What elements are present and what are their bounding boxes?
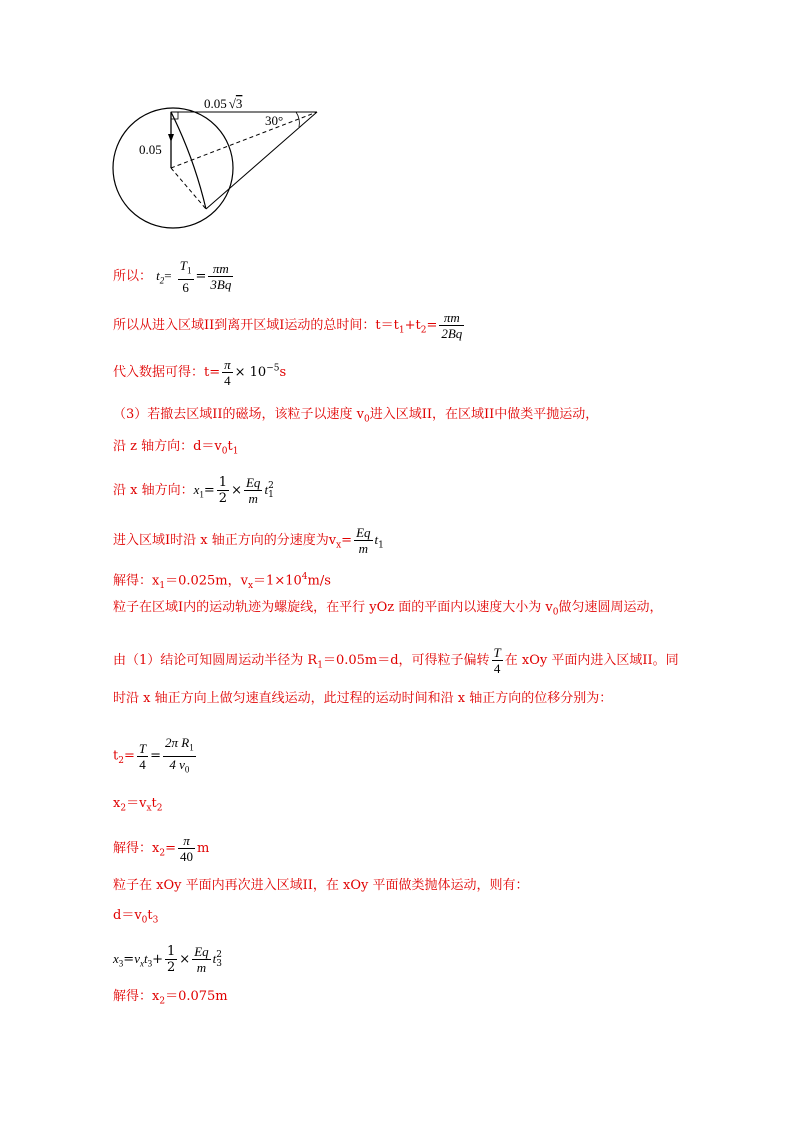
line-2: 所以从进入区域II到离开区域Ⅰ运动的总时间：$t=t_1+t_2=$ $\frac{\pi m}{2Bq}$ <box>113 310 463 341</box>
line-1: 所以： $t_2=$ $\frac{T_1}{6}$ = $\frac{\pi m}{3Bq}$ <box>113 258 232 295</box>
line-6: 沿 x 轴方向：$x_1=$ $\frac{1}{2}$ × $\frac{Eq}{m}$ t 2 1 <box>113 475 274 506</box>
line-7: 进入区域Ⅰ时沿 x 轴正方向的分速度为$v_x=$ $\frac{Eq}{m}$ $t_1$ <box>113 525 384 556</box>
magnetic-region-circle <box>113 108 233 228</box>
line-15: 粒子在 xOy 平面内再次进入区域II，在 xOy 平面做类抛体运动，则有： <box>113 878 529 893</box>
radius-arrow <box>168 134 174 142</box>
line-14: 解得：$x_2=$ $\frac{\pi}{40}$ m <box>113 833 210 864</box>
dashed-center-to-vertex <box>171 112 317 168</box>
line-11: 时沿 x 轴正方向上做匀速直线运动，此过程的运动时间和沿 x 轴正方向的位移分别为： <box>113 691 613 706</box>
line-12: $t_2=$ $\frac{T}{4}$ = $\frac{2\pi R_1}{4 v_0}$ <box>113 735 194 775</box>
line-3: 代入数据可得：t= $\frac{\pi}{4}$ × $10^{-5}s$ <box>113 357 287 388</box>
line-5: 沿 z 轴方向：$d=v_0t_1$ <box>113 439 239 457</box>
label-top: 0.05 √3 <box>204 96 243 111</box>
line-8: 解得：$x_1=0.025m$，$v_x=1\times 10^4m/s$ <box>113 572 331 591</box>
particle-arc <box>171 112 206 209</box>
tangent-bottom-line <box>206 112 317 209</box>
line-10: 由（1）结论可知圆周运动半径为 $R_1=0.05m=d$，可得粒子偏转 $\frac{T}{4}$ 在 xOy 平面内进入区域II。同 <box>113 645 679 676</box>
line-16: $d=v_0t_3$ <box>113 908 159 926</box>
line-18: 解得：$x_2=0.075m$ <box>113 989 228 1007</box>
label-left: 0.05 <box>139 142 162 157</box>
line-4: （3）若撤去区域II的磁场，该粒子以速度 $v_0$进入区域II，在区域II中做类平抛运动， <box>113 407 599 425</box>
line-13: $x_2=v_xt_2$ <box>113 796 163 814</box>
label-angle: 30° <box>265 113 284 128</box>
line-9: 粒子在区域Ⅰ内的运动轨迹为螺旋线，在平行 yOz 面的平面内以速度大小为 $v_0$做匀速圆周运动， <box>113 600 663 618</box>
line-17: $x_3=v_xt_3+$ $\frac{1}{2}$ × $\frac{Eq}{m}$ t 2 3 <box>113 944 222 975</box>
geometry-figure <box>100 88 340 238</box>
